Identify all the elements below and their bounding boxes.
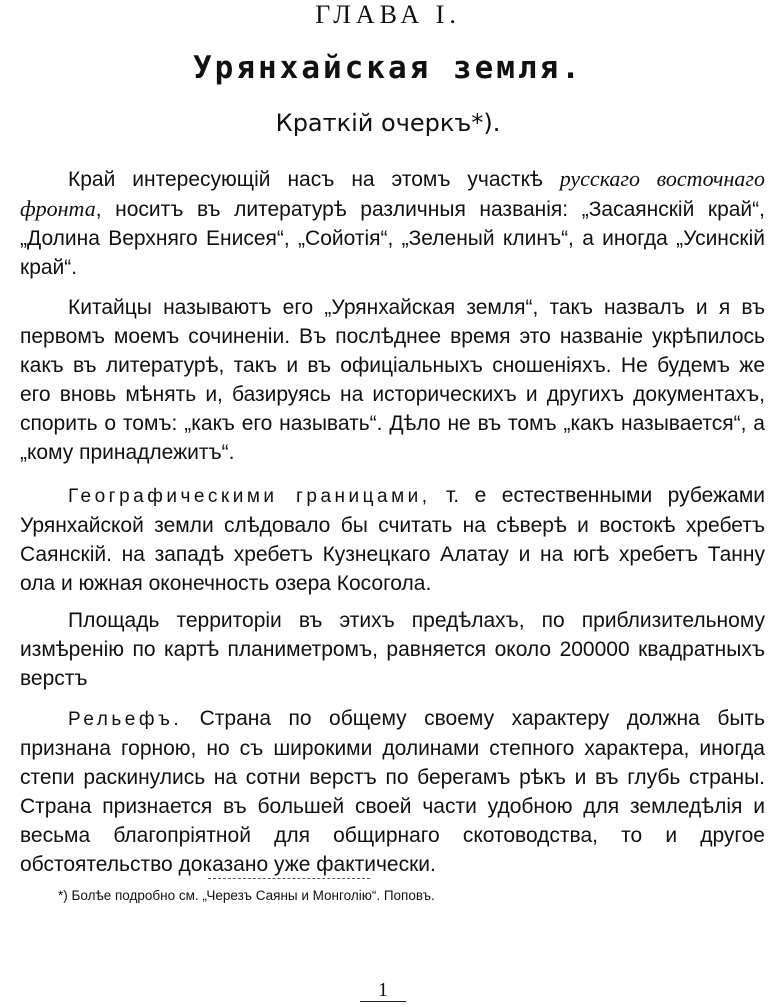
paragraph-text: Край интересующій насъ на этомъ участкѣ: [68, 168, 560, 191]
paragraph-text: Страна по общему своему характеру должна быть признана горною, но съ широкими долинами степного характера, иногда степи раскинулись на сотни верстъ по берегамъ рѣкъ и въ глубь страны. Страна признается въ большей своей части удобною для земледѣлія и весьма благопріятной для общирнаго скотоводства, то и другое обстоятельство доказано уже фактически.: [20, 707, 765, 876]
paragraph-borders: [20, 481, 765, 598]
spaced-heading: Рельефъ.: [68, 709, 183, 730]
footnote: *) Болѣе подробно см. „Черезъ Саяны и Монголію“. Поповъ.: [58, 888, 435, 903]
chapter-title: Урянхайская земля.: [193, 50, 583, 86]
paragraph-region-names: [20, 164, 765, 282]
paragraph-text: , носитъ въ литературѣ различныя названія: „Засаянскій край“, „Долина Верхняго Енисея“, „Сойотія“, „Зеленый клинъ“, а иногда „Усинскій край“.: [20, 198, 765, 279]
paragraph-text: т. е естественными рубежами Урянхайской земли слѣдовало бы считать на сѣверѣ и востокѣ хребетъ Саянскій. на западѣ хребетъ Кузнецкаго Алатау и на югѣ хребетъ Танну ола и южная оконечность озера Косогола.: [20, 484, 765, 595]
chapter-heading: ГЛАВА I.: [315, 0, 461, 29]
footnote-divider: [208, 878, 370, 879]
paragraph-relief: [20, 704, 765, 879]
paragraph-naming: Китайцы называютъ его „Урянхайская земля“, такъ назвалъ и я въ первомъ моемъ сочиненіи. Въ послѣднее время это названіе укрѣпилось какъ въ литературѣ, такъ и въ офиціальныхъ сношеніяхъ. Не будемъ же его вновь мѣнять и, базируясь на историческихъ и другихъ документахъ, спорить о томъ: „какъ его называть“. Дѣло не въ томъ „какъ называется“, а „кому принадлежитъ“.: [20, 296, 765, 464]
paragraph-area: Площадь территоріи въ этихъ предѣлахъ, по приблизительному измѣренію по картѣ планиметромъ, равняется около 200000 квадратныхъ верстъ: [20, 609, 765, 690]
chapter-subtitle: Краткій очеркъ*).: [275, 109, 501, 137]
spaced-heading: Географическими границами,: [68, 486, 431, 507]
italic-phrase: русскаго восточнаго фронта: [20, 166, 765, 221]
page-number: 1: [378, 979, 388, 1001]
page-number-underline: [360, 1001, 406, 1002]
